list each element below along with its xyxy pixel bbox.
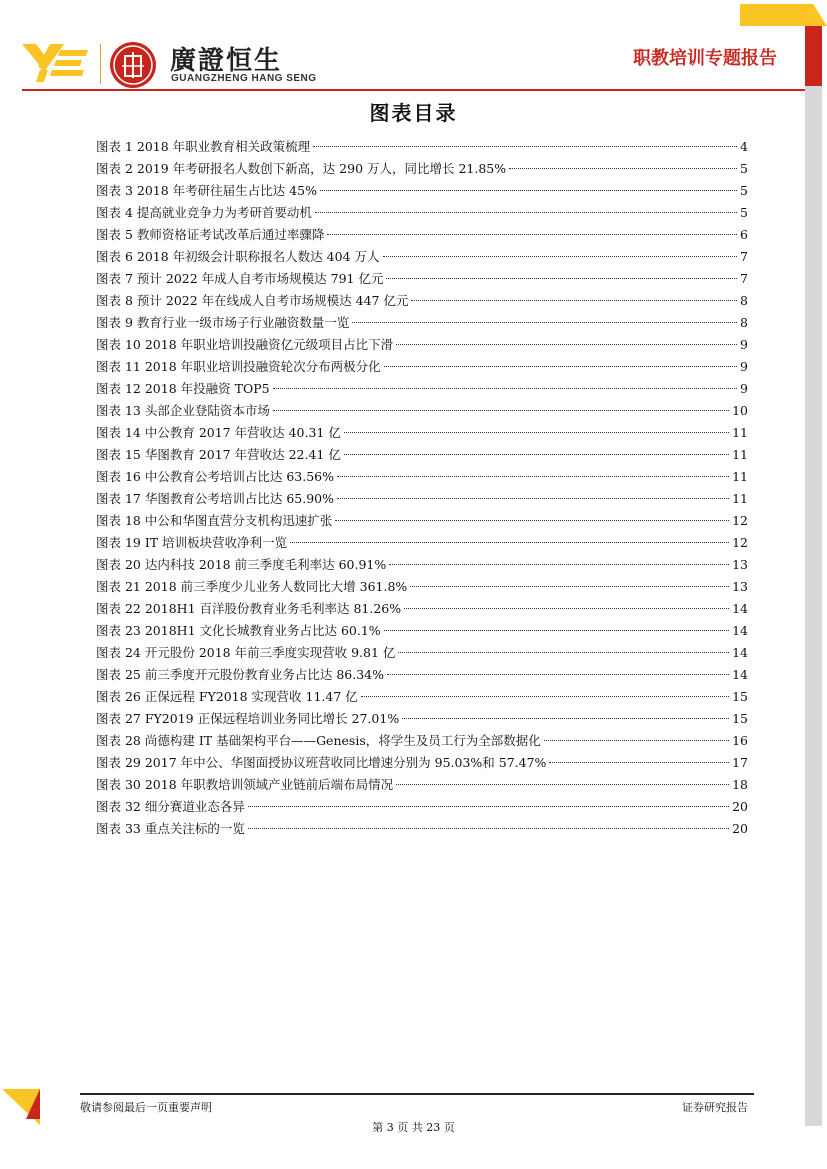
toc-entry-page[interactable]: 5 [740, 161, 748, 176]
toc-dot-leader [404, 608, 729, 609]
toc-entry-page[interactable]: 11 [732, 425, 748, 440]
toc-dot-leader [313, 146, 737, 147]
toc-entry-page[interactable]: 13 [732, 579, 748, 594]
toc-dot-leader [509, 168, 737, 169]
toc-entry-title[interactable]: 图表 11 2018 年职业培训投融资轮次分布两极分化 [96, 359, 381, 374]
toc-entry-title[interactable]: 图表 16 中公教育公考培训占比达 63.56% [96, 469, 334, 484]
toc-entry-page[interactable]: 5 [740, 183, 748, 198]
toc-dot-leader [386, 278, 737, 279]
toc-dot-leader [361, 696, 729, 697]
table-of-figures [96, 136, 748, 840]
toc-entry[interactable] [96, 488, 748, 510]
toc-entry[interactable] [96, 422, 748, 444]
toc-entry-title[interactable]: 图表 32 细分赛道业态各异 [96, 799, 245, 814]
toc-entry-title[interactable]: 图表 30 2018 年职教培训领域产业链前后端布局情况 [96, 777, 394, 792]
toc-entry-title[interactable]: 图表 5 教师资格证考试改革后通过率骤降 [96, 227, 325, 242]
toc-dot-leader [290, 542, 729, 543]
toc-entry-page[interactable]: 7 [740, 271, 748, 286]
toc-entry-title[interactable]: 图表 19 IT 培训板块营收净利一览 [96, 535, 288, 550]
toc-dot-leader [344, 454, 729, 455]
toc-entry[interactable] [96, 598, 748, 620]
toc-entry-title[interactable]: 图表 25 前三季度开元股份教育业务占比达 86.34% [96, 667, 384, 682]
toc-entry-title[interactable]: 图表 18 中公和华图直营分支机构迅速扩张 [96, 513, 333, 528]
toc-dot-leader [387, 674, 729, 675]
toc-entry-page[interactable]: 12 [732, 513, 748, 528]
toc-entry-title[interactable]: 图表 2 2019 年考研报名人数创下新高，达 290 万人，同比增长 21.85% [96, 161, 507, 176]
toc-entry-page[interactable]: 6 [740, 227, 748, 242]
toc-entry-page[interactable]: 9 [740, 337, 748, 352]
page-title: 图表目录 [369, 101, 458, 125]
toc-entry[interactable] [96, 356, 748, 378]
toc-entry-page[interactable]: 8 [740, 293, 748, 308]
toc-entry-title[interactable]: 图表 10 2018 年职业培训投融资亿元级项目占比下滑 [96, 337, 394, 352]
toc-entry[interactable] [96, 532, 748, 554]
toc-dot-leader [344, 432, 729, 433]
toc-dot-leader [411, 300, 737, 301]
toc-entry-page[interactable]: 7 [740, 249, 748, 264]
toc-entry-title[interactable]: 图表 23 2018H1 文化长城教育业务占比达 60.1% [96, 623, 381, 638]
toc-entry[interactable] [96, 312, 748, 334]
toc-dot-leader [396, 344, 737, 345]
toc-entry[interactable] [96, 202, 748, 224]
footer-rule [80, 1093, 754, 1095]
toc-entry-title[interactable]: 图表 22 2018H1 百洋股份教育业务毛利率达 81.26% [96, 601, 402, 616]
toc-entry-page[interactable]: 14 [732, 667, 748, 682]
brand-seal-icon [110, 42, 156, 88]
toc-entry-title[interactable]: 图表 24 开元股份 2018 年前三季度实现营收 9.81 亿 [96, 645, 396, 660]
side-accent-bar-red [805, 26, 822, 86]
toc-entry-title[interactable]: 图表 33 重点关注标的一览 [96, 821, 245, 836]
toc-entry[interactable] [96, 708, 748, 730]
toc-entry[interactable] [96, 686, 748, 708]
toc-dot-leader [398, 652, 729, 653]
toc-dot-leader [383, 256, 738, 257]
toc-dot-leader [335, 520, 729, 521]
toc-entry-title[interactable]: 图表 28 尚德构建 IT 基础架构平台——Genesis，将学生及员工行为全部数据化 [96, 733, 541, 748]
toc-dot-leader [384, 630, 729, 631]
toc-entry-title[interactable]: 图表 26 正保远程 FY2018 实现营收 11.47 亿 [96, 689, 358, 704]
toc-dot-leader [273, 388, 737, 389]
toc-entry-page[interactable]: 16 [732, 733, 748, 748]
toc-entry-title[interactable]: 图表 12 2018 年投融资 TOP5 [96, 381, 270, 396]
toc-entry[interactable] [96, 642, 748, 664]
toc-entry-page[interactable]: 8 [740, 315, 748, 330]
toc-dot-leader [402, 718, 729, 719]
toc-entry-page[interactable]: 20 [732, 799, 748, 814]
toc-entry-page[interactable]: 9 [740, 381, 748, 396]
toc-dot-leader [352, 322, 737, 323]
toc-entry[interactable] [96, 290, 748, 312]
toc-entry[interactable] [96, 752, 748, 774]
toc-entry[interactable] [96, 664, 748, 686]
toc-entry[interactable] [96, 796, 748, 818]
toc-dot-leader [248, 806, 729, 807]
toc-entry[interactable] [96, 224, 748, 246]
toc-entry[interactable] [96, 620, 748, 642]
report-type-label: 职教培训专题报告 [633, 48, 777, 69]
toc-entry-title[interactable]: 图表 4 提高就业竞争力为考研首要动机 [96, 205, 312, 220]
toc-entry-page[interactable]: 11 [732, 469, 748, 484]
toc-dot-leader [544, 740, 729, 741]
toc-entry-title[interactable]: 图表 9 教育行业一级市场子行业融资数量一览 [96, 315, 350, 330]
ye-logo-icon [22, 44, 88, 82]
brand-name-en: GUANGZHENG HANG SENG [171, 73, 317, 84]
toc-dot-leader [273, 410, 729, 411]
toc-entry-page[interactable]: 14 [732, 601, 748, 616]
toc-dot-leader [549, 762, 729, 763]
toc-entry-title[interactable]: 图表 20 达内科技 2018 前三季度毛利率达 60.91% [96, 557, 387, 572]
header-accent-tab [740, 4, 827, 26]
toc-dot-leader [320, 190, 737, 191]
toc-entry-title[interactable]: 图表 13 头部企业登陆资本市场 [96, 403, 270, 418]
toc-dot-leader [248, 828, 729, 829]
toc-entry-page[interactable]: 11 [732, 447, 748, 462]
toc-entry[interactable] [96, 774, 748, 796]
toc-entry-page[interactable]: 15 [732, 711, 748, 726]
toc-dot-leader [337, 476, 729, 477]
toc-entry-page[interactable]: 12 [732, 535, 748, 550]
toc-entry[interactable] [96, 246, 748, 268]
toc-entry-page[interactable]: 11 [732, 491, 748, 506]
toc-entry-page[interactable]: 10 [732, 403, 748, 418]
toc-entry-title[interactable]: 图表 27 FY2019 正保远程培训业务同比增长 27.01% [96, 711, 400, 726]
toc-entry-title[interactable]: 图表 29 2017 年中公、华图面授协议班营收同比增速分别为 95.03%和 57.47% [96, 755, 547, 770]
toc-entry-page[interactable]: 15 [732, 689, 748, 704]
toc-entry[interactable] [96, 818, 748, 840]
toc-dot-leader [384, 366, 737, 367]
toc-entry-title[interactable]: 图表 3 2018 年考研往届生占比达 45% [96, 183, 317, 198]
page-number: 第 3 页 共 23 页 [372, 1121, 455, 1134]
toc-entry-title[interactable]: 图表 15 华图教育 2017 年营收达 22.41 亿 [96, 447, 341, 462]
toc-entry-page[interactable]: 17 [732, 755, 748, 770]
toc-entry[interactable] [96, 554, 748, 576]
toc-dot-leader [389, 564, 729, 565]
toc-dot-leader [315, 212, 737, 213]
toc-entry-title[interactable]: 图表 17 华图教育公考培训占比达 65.90% [96, 491, 334, 506]
toc-entry-title[interactable]: 图表 21 2018 前三季度少儿业务人数同比大增 361.8% [96, 579, 408, 594]
toc-entry-page[interactable]: 14 [732, 623, 748, 638]
toc-dot-leader [327, 234, 737, 235]
toc-entry[interactable] [96, 730, 748, 752]
toc-entry[interactable] [96, 378, 748, 400]
toc-entry[interactable] [96, 180, 748, 202]
toc-entry-page[interactable]: 18 [732, 777, 748, 792]
footer-disclaimer: 敬请参阅最后一页重要声明 [80, 1101, 212, 1114]
footer-report-type: 证券研究报告 [682, 1101, 748, 1114]
toc-entry-page[interactable]: 4 [740, 139, 748, 154]
toc-entry-page[interactable]: 20 [732, 821, 748, 836]
toc-entry-title[interactable]: 图表 14 中公教育 2017 年营收达 40.31 亿 [96, 425, 341, 440]
header-rule [22, 89, 805, 91]
brand-name-cn: 廣證恒生 [170, 46, 283, 76]
toc-entry-title[interactable]: 图表 1 2018 年职业教育相关政策梳理 [96, 139, 311, 154]
toc-entry-title[interactable]: 图表 6 2018 年初级会计职称报名人数达 404 万人 [96, 249, 380, 264]
toc-entry[interactable] [96, 466, 748, 488]
toc-entry[interactable] [96, 444, 748, 466]
toc-entry-page[interactable]: 13 [732, 557, 748, 572]
toc-entry-title[interactable]: 图表 7 预计 2022 年成人自考市场规模达 791 亿元 [96, 271, 384, 286]
toc-entry-page[interactable]: 9 [740, 359, 748, 374]
toc-entry[interactable] [96, 400, 748, 422]
toc-dot-leader [410, 586, 729, 587]
logo-divider [100, 44, 101, 84]
toc-entry[interactable] [96, 158, 748, 180]
side-accent-bar-grey [805, 86, 822, 1126]
toc-entry[interactable] [96, 576, 748, 598]
toc-entry-title[interactable]: 图表 8 预计 2022 年在线成人自考市场规模达 447 亿元 [96, 293, 409, 308]
toc-entry-page[interactable]: 5 [740, 205, 748, 220]
toc-entry[interactable] [96, 334, 748, 356]
toc-entry[interactable] [96, 510, 748, 532]
toc-dot-leader [396, 784, 729, 785]
toc-dot-leader [337, 498, 729, 499]
toc-entry[interactable] [96, 136, 748, 158]
toc-entry[interactable] [96, 268, 748, 290]
toc-entry-page[interactable]: 14 [732, 645, 748, 660]
